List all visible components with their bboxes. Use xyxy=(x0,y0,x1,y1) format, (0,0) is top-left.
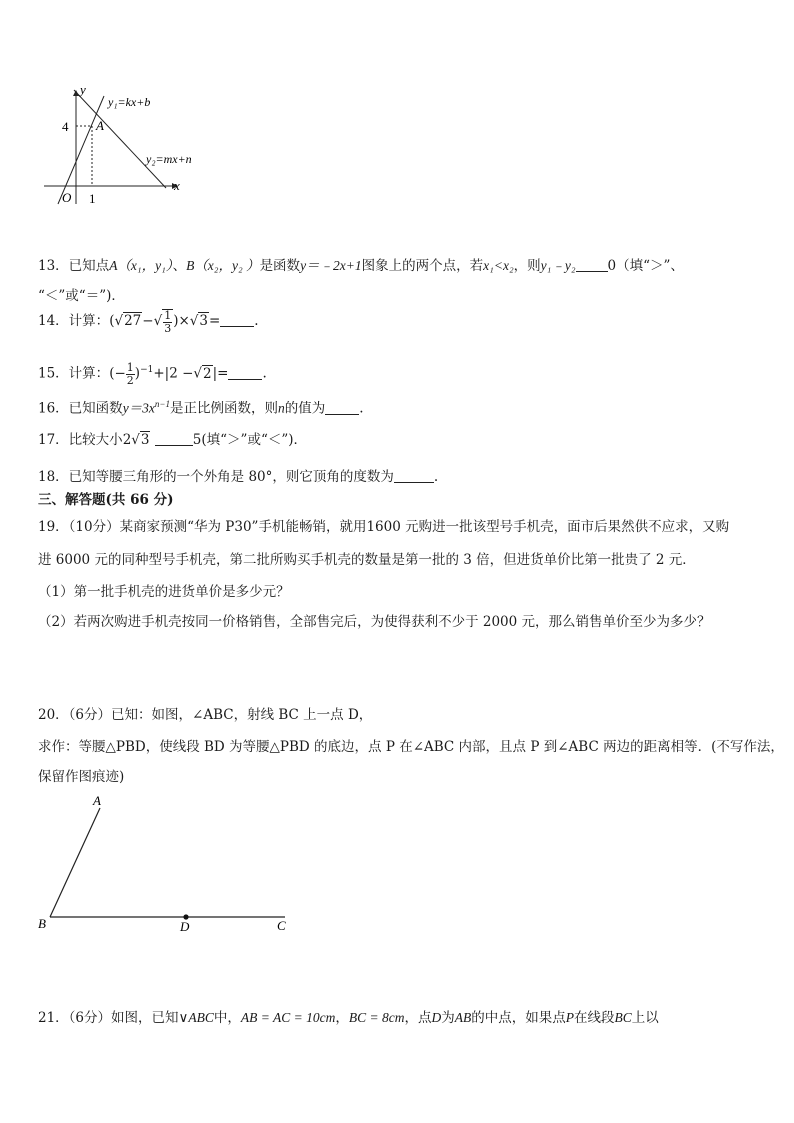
tick-1-label: 1 xyxy=(89,191,96,206)
question-19-line2: 进 6000 元的同种型号手机壳，第二批所购买手机壳的数量是第一批的 3 倍，但进货单价比第一批贵了 2 元． xyxy=(38,552,696,568)
y-axis-label: y xyxy=(80,82,86,97)
question-18: 18．已知等腰三角形的一个外角是 80°，则它顶角的度数为 . xyxy=(38,469,439,485)
question-19-part1: （1）第一批手机壳的进货单价是多少元？ xyxy=(38,584,290,600)
question-15: 15．计算：(− $\frac{1}{2}$ )$^{-1}$+|2 −√2|= . xyxy=(38,360,267,387)
origin-label: O xyxy=(62,190,72,205)
x-axis-label: x xyxy=(174,178,180,193)
answer-blank[interactable] xyxy=(220,312,254,327)
linear-functions-graph xyxy=(38,82,228,207)
question-16: 16．已知函数$y=3x^{n-1}$是正比例函数，则n的值为 . xyxy=(38,399,364,417)
ray-ba xyxy=(50,808,100,917)
answer-blank[interactable] xyxy=(325,400,359,415)
question-14: 14．计算：(√27−√ $\frac{1}{3}$ )×√3= . xyxy=(38,308,259,335)
question-19-line1: 19．（10分）某商家预测“华为 P30”手机能畅销，就用1600 元购进一批该型号手机壳，面市后果然供不应求，又购 xyxy=(38,519,730,535)
question-20-line3: 保留作图痕迹) xyxy=(38,769,125,785)
y-axis-arrow xyxy=(73,90,79,96)
question-13: 13．已知点A（x₁，y₁）、B（x₂，y₂ ）是函数y＝﹣2x+1图象上的两个点，若x₁<x₂，则y₁﹣y₂ 0（填“＞”、 xyxy=(38,258,684,274)
answer-blank[interactable] xyxy=(576,257,608,272)
question-20-line2: 求作：等腰△PBD，使线段 BD 为等腰△PBD 的底边，点 P 在∠ABC 内部，且点 P 到∠ABC 两边的距离相等．(不写作法， xyxy=(38,739,784,755)
question-20-line1: 20．（6分）已知：如图，∠ABC，射线 BC 上一点 D， xyxy=(38,707,373,723)
tick-4-label: 4 xyxy=(62,119,69,134)
angle-abc-figure xyxy=(30,790,310,940)
answer-blank[interactable] xyxy=(394,468,434,483)
question-17: 17．比较大小2√3 5(填“＞”或“＜”)． xyxy=(38,432,308,448)
line-y1 xyxy=(58,96,104,204)
label-a: A xyxy=(93,793,101,808)
line1-label: y₁=kx+b xyxy=(108,95,151,109)
answer-blank[interactable] xyxy=(228,365,262,380)
label-c: C xyxy=(277,918,286,933)
line2-label: y₂=mx+n xyxy=(146,152,192,166)
label-d: D xyxy=(180,919,190,934)
label-b: B xyxy=(38,916,46,931)
question-21: 21．（6分）如图，已知∨ABC中，AB = AC = 10cm，BC = 8cm，点D为AB的中点，如果点P在线段BC上以 xyxy=(38,1010,659,1026)
section-heading: 三、解答题(共 66 分) xyxy=(38,492,174,508)
answer-blank[interactable] xyxy=(155,431,193,446)
question-13-continued: “＜”或“＝”)． xyxy=(38,288,125,304)
question-19-part2: （2）若两次购进手机壳按同一价格销售，全部售完后，为使得获利不少于 2000 元，那么销售单价至少为多少？ xyxy=(38,614,711,630)
point-a-label: A xyxy=(96,118,104,133)
